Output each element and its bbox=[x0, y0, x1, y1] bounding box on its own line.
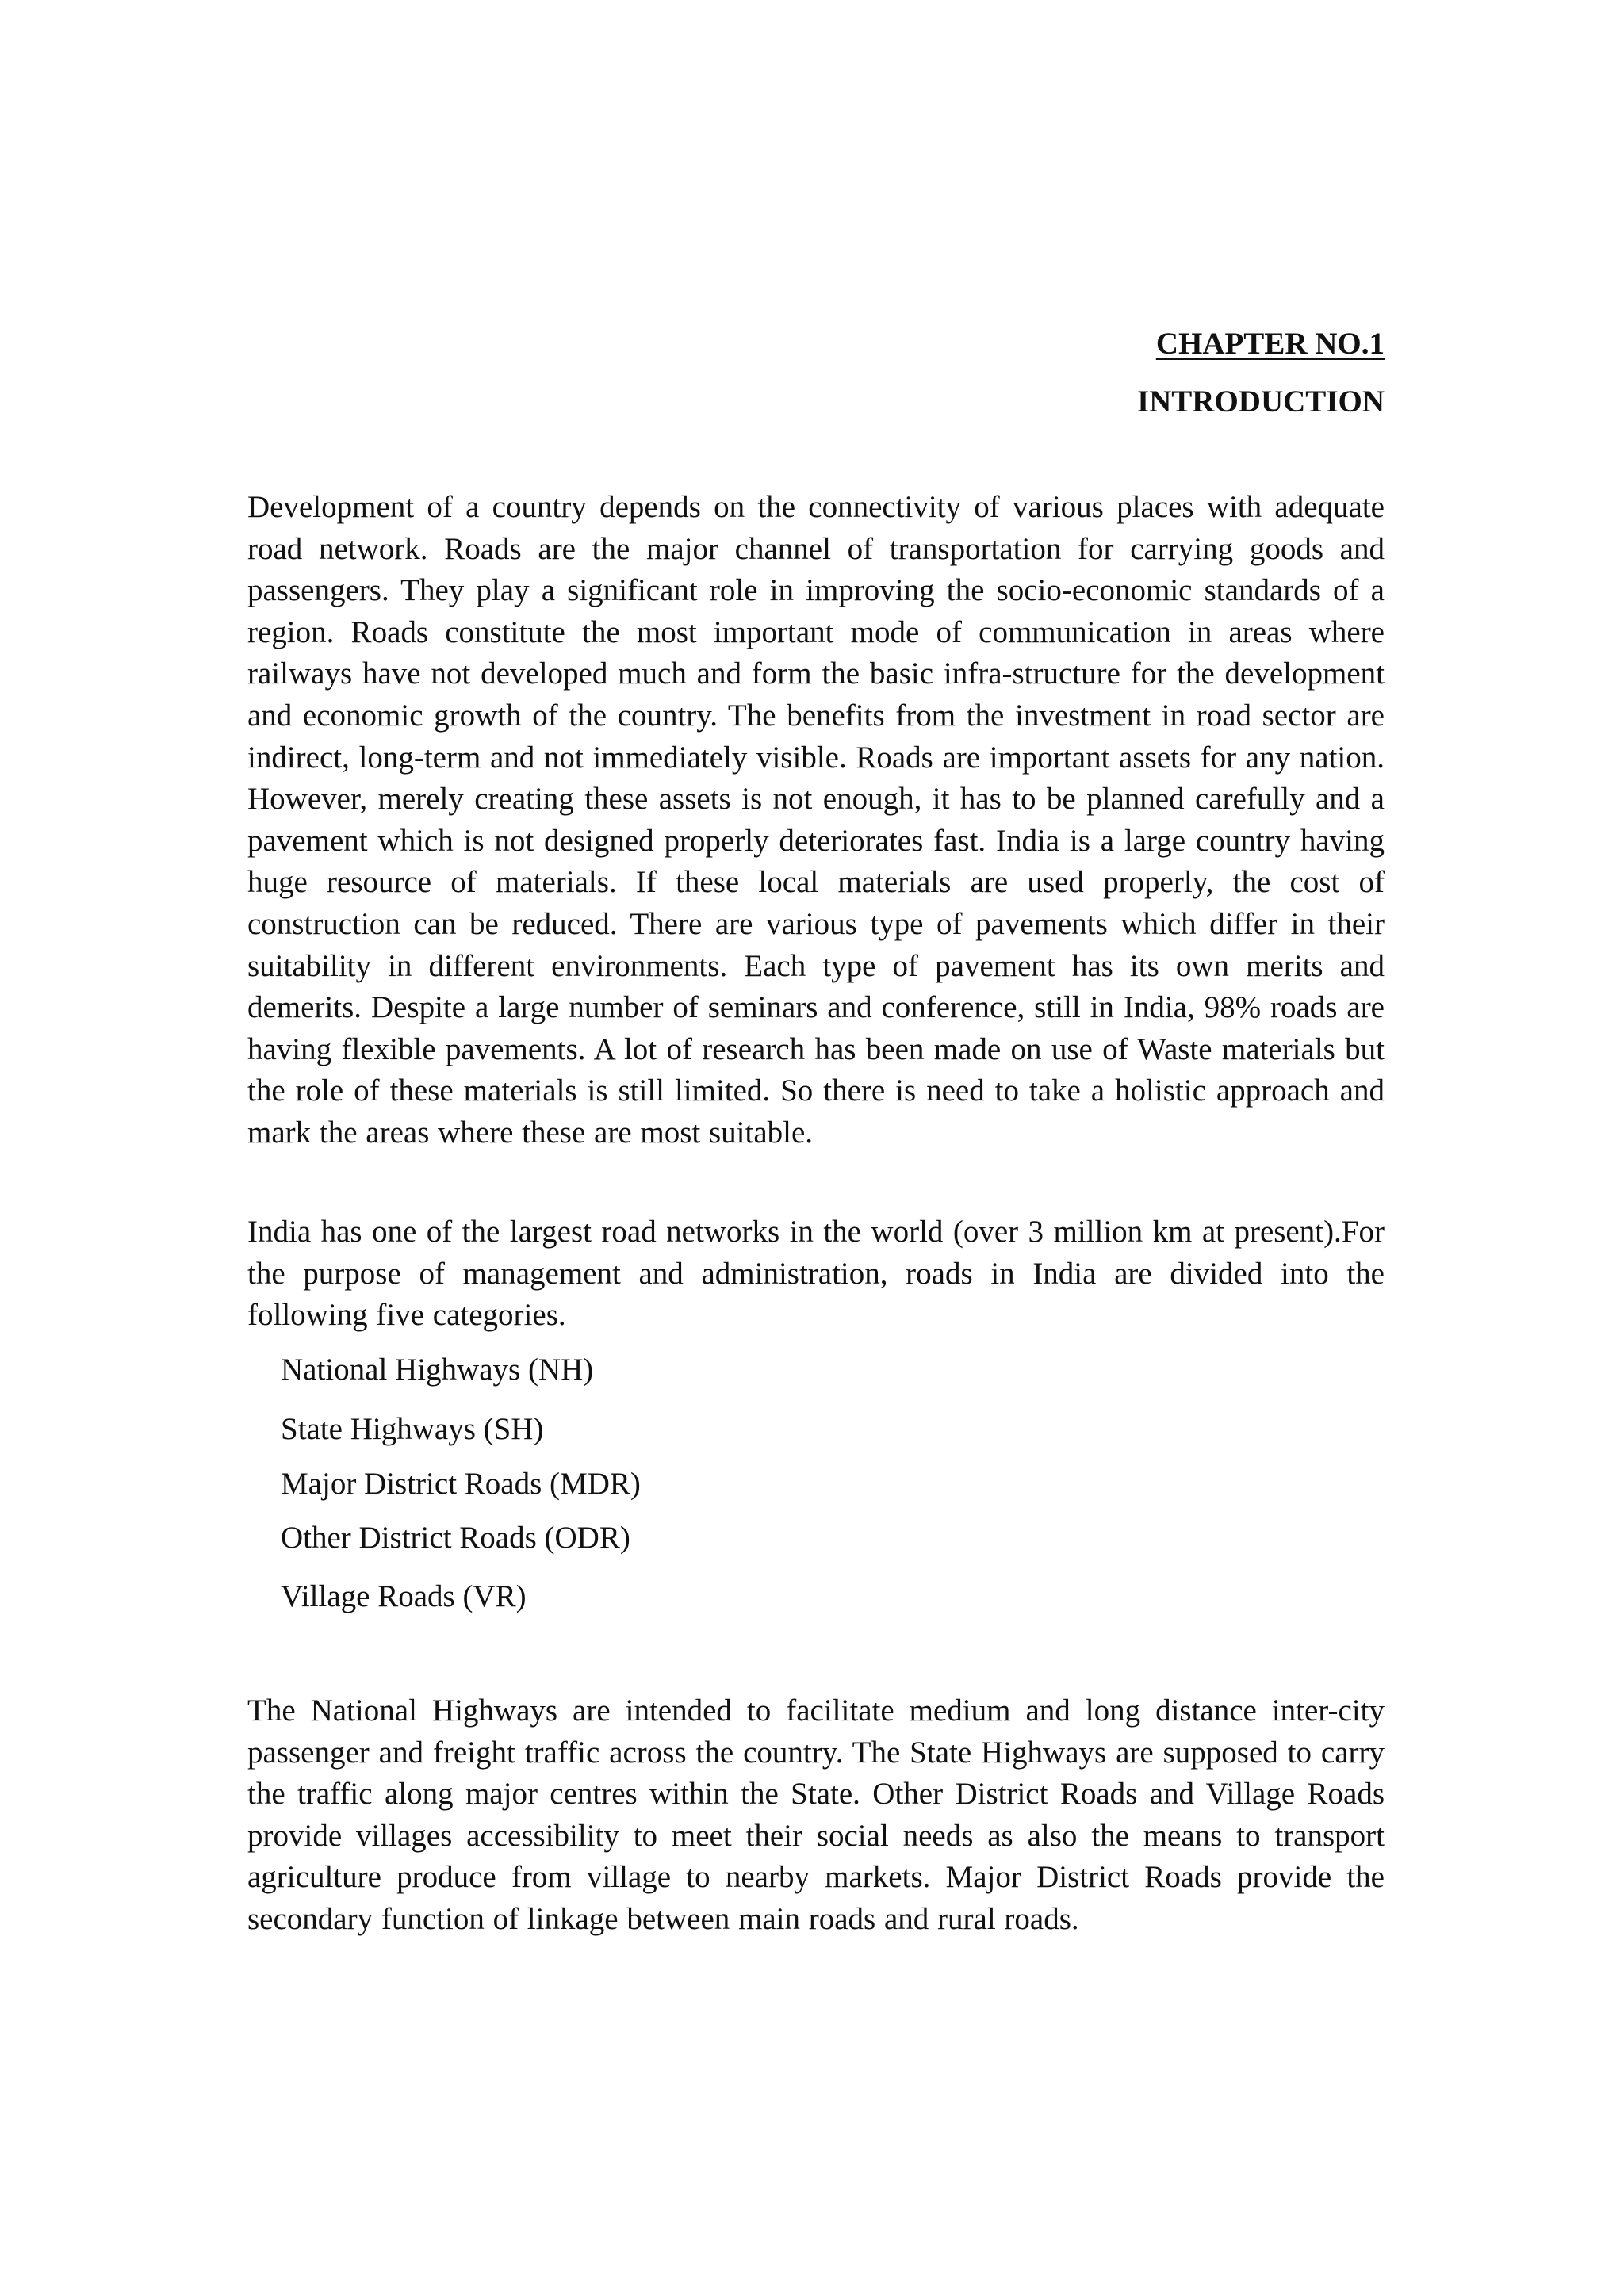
road-category-item-nh: National Highways (NH) bbox=[281, 1353, 594, 1387]
road-network-paragraph: India has one of the largest road networks in the world (over 3 million km at present).For the purpose of management and administration, roads in India are divided into the following five categories. bbox=[247, 1215, 1385, 1333]
highway-functions-paragraph: The National Highways are intended to facilitate medium and long distance inter-city passenger and freight traffic across the country. The State Highways are supposed to carry the traffic along major centres within the State. Other District Roads and Village Roads provide villages accessibility to meet their social needs as also the means to transport agriculture produce from village to nearby markets. Major District Roads provide the secondary function of linkage between main roads and rural roads. bbox=[247, 1693, 1385, 1936]
road-category-item-vr: Village Roads (VR) bbox=[281, 1579, 527, 1613]
section-title: INTRODUCTION bbox=[1136, 385, 1385, 419]
intro-paragraph: Development of a country depends on the connectivity of various places with adequate road network. Roads are the major channel of transportation for carrying goods and passengers. They play a significant role in improving the socio-economic standards of a region. Roads constitute the most important mode of communication in areas where railways have not developed much and form the basic infra-structure for the development and economic growth of the country. The benefits from the investment in road sector are indirect, long-term and not immediately visible. Roads are important assets for any nation. However, merely creating these assets is not enough, it has to be planned carefully and a pavement which is not designed properly deteriorates fast. India is a large country having huge resource of materials. If these local materials are used properly, the cost of construction can be reduced. There are various type of pavements which differ in their suitability in different environments. Each type of pavement has its own merits and demerits. Despite a large number of seminars and conference, still in India, 98% roads are having flexible pavements. A lot of research has been made on use of Waste materials but the role of these materials is still limited. So there is need to take a holistic approach and mark the areas where these are most suitable. bbox=[247, 490, 1385, 1150]
road-category-item-odr: Other District Roads (ODR) bbox=[281, 1521, 630, 1555]
road-category-item-mdr: Major District Roads (MDR) bbox=[281, 1467, 641, 1501]
road-category-item-sh: State Highways (SH) bbox=[281, 1412, 544, 1446]
chapter-title: CHAPTER NO.1 bbox=[1155, 327, 1385, 361]
